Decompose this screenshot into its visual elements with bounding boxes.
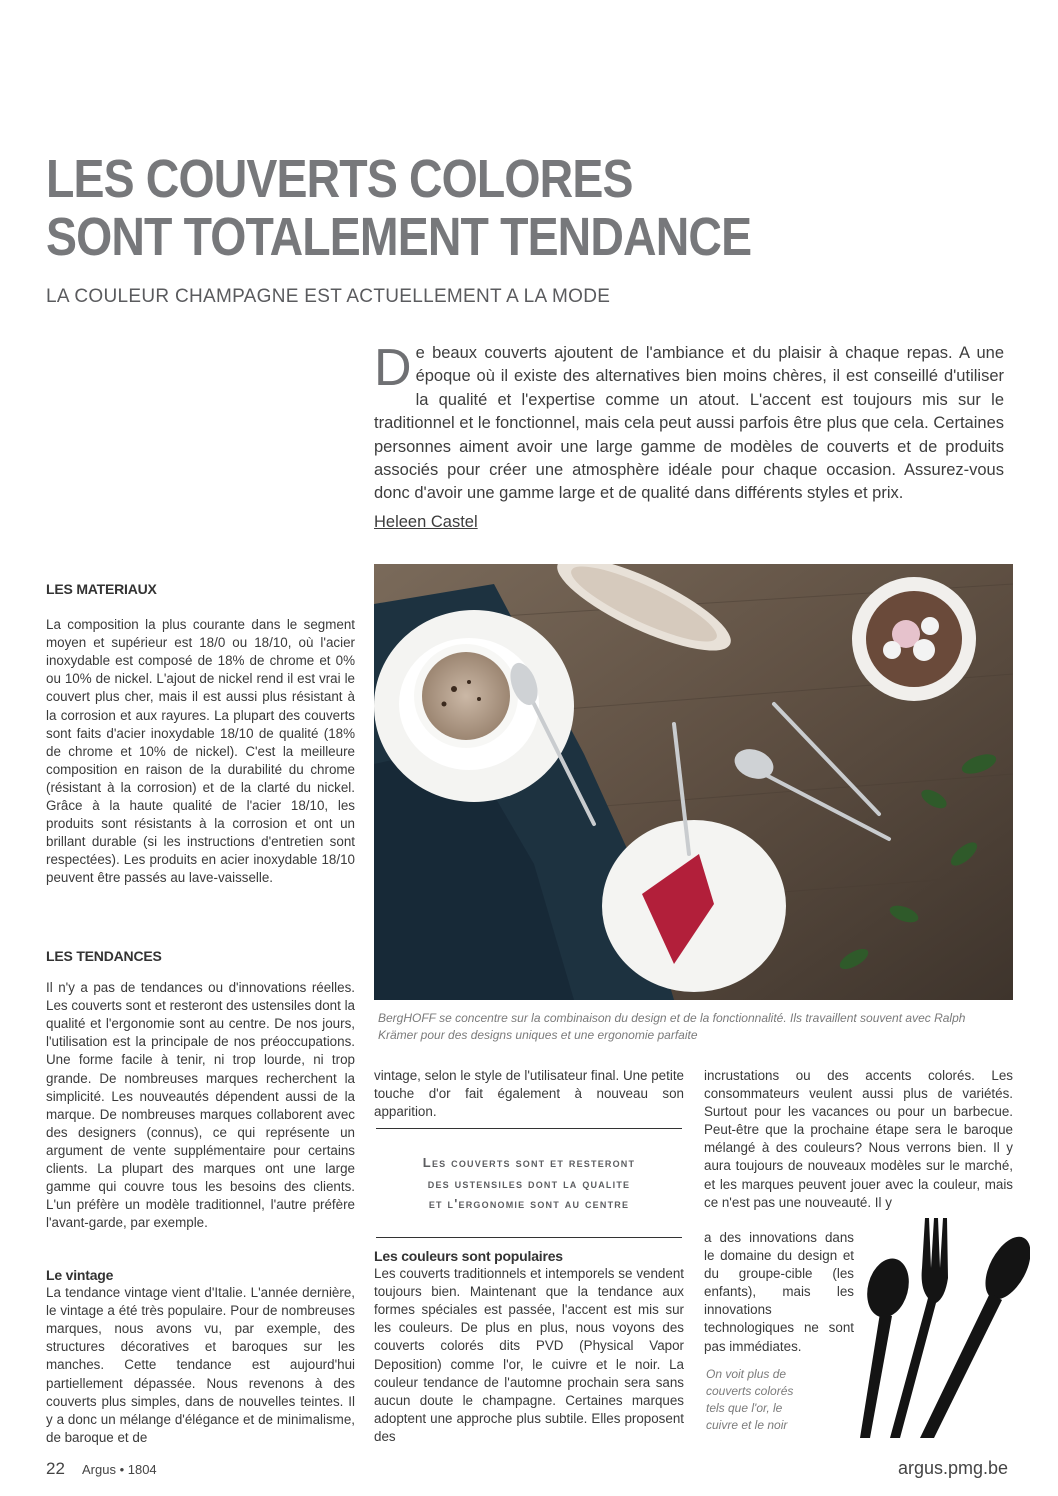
pull-quote bbox=[376, 1128, 682, 1238]
couleurs-continued-narrow: a des innovations dans le domaine du design et du groupe-cible (les enfants), mais les innovations technologiques ne sont pas immédiates. bbox=[704, 1230, 854, 1354]
cutlery-caption: On voit plus de couverts colorés tels que l'or, le cuivre et le noir bbox=[706, 1367, 794, 1432]
photo-caption: BergHOFF se concentre sur la combinaison du design et de la fonctionnalité. Ils travaillent souvent avec Ralph Krämer pour des designs uniques et une ergonomie parfaite bbox=[378, 1011, 966, 1042]
couleurs-continued: incrustations ou des accents colorés. Les consommateurs veulent aussi plus de variétés. Surtout pour les vacances ou pour un barbecue. Peut-être que la prochaine étape sera le baroque mélangé à des couleurs? Nous verrons bien. Il y aura toujours de nouveaux modèles sur le marché, et les marques peuvent jouer avec la couleur, mais ce n'est pas une nouveauté. Il y bbox=[704, 1068, 1013, 1210]
tendances-heading: LES TENDANCES bbox=[46, 948, 162, 964]
table-setting-photo bbox=[374, 564, 1013, 1000]
tendances-text: Il n'y a pas de tendances ou d'innovations réelles. Les couverts sont et resteront des ustensiles dont la qualité et l'ergonomie sont au centre. De nos jours, l'utilisation est la principale de nos préoccupations. Une forme facile à tenir, ni trop lourde, ni trop grande. De nombreuses marques recherchent la simplicité. Les nouveautés dépendent aussi de la marque. De nombreuses marques collaborent avec des designers (connus), ce qui représente un argument de vente supplémentaire pour certains clients. La plupart des marques ont une large gamme qui couvre tous les besoins des clients. L'un préfère un modèle traditionnel, l'autre préfère l'avant-garde, par exemple. bbox=[46, 980, 355, 1231]
black-cutlery-image bbox=[830, 1208, 1030, 1440]
black-cutlery-illustration bbox=[830, 1208, 1030, 1440]
materiaux-heading: LES MATERIAUX bbox=[46, 581, 157, 597]
drop-cap: D bbox=[374, 339, 412, 397]
couleurs-text: Les couverts traditionnels et intemporels se vendent toujours bien. Maintenant que la tendance aux formes spéciales est passée, l'accent est mis sur les couleurs. De plus en plus, nous voyons des couverts colorés dits PVD (Physical Vapor Deposition) comme l'or, le cuivre et le noir. La couleur tendance de l'automne prochain sera sans aucun doute le champagne. Certaines marques adoptent une approche plus subtile. Elles proposent des bbox=[374, 1266, 684, 1444]
pull-quote-line-3: et l'ergonomie sont au centre bbox=[428, 1196, 630, 1211]
intro-paragraph bbox=[374, 339, 1004, 506]
materiaux-text: La composition la plus courante dans le segment moyen et supérieur est 18/0 ou 18/10, où l'acier inoxydable est composé de 18% de chrome et 0% ou 10% de nickel. L'ajout de nickel rend il est vrai le couvert plus cher, mais il est aussi plus résistant à la corrosion et aux rayures. La plupart des couverts sont faits d'acier inoxydable 18/10 de qualité (18% de chrome et 10% de nickel). C'est la meilleure composition en raison de la durabilité du chrome (résistant à la corrosion) et de la clarté du nickel. Grâce à la haute qualité de l'acier 18/10, les produits sont résistants à la corrosion et ont un brillant durable (si les instructions d'entretien sont respectées). Les produits en acier inoxydable 18/10 peuvent être passés au lave-vaisselle. bbox=[46, 617, 355, 886]
vintage-text: La tendance vintage vient d'Italie. L'année dernière, le vintage a été très populaire. Pour de nombreuses marques, nous avons vu, par exemple, des structures décoratives et baroques sur les manches. Cette tendance est aujourd'hui partiellement dépassée. Nous revenons à des couverts plus simples, dans de nouvelles teintes. Il y a donc un mélange d'élégance et de minimalisme, de baroque et de bbox=[46, 1285, 355, 1445]
couleurs-heading: Les couleurs sont populaires bbox=[374, 1248, 563, 1264]
author-name: Heleen Castel bbox=[374, 513, 478, 531]
vintage-heading: Le vintage bbox=[46, 1267, 114, 1283]
pull-quote-line-1: Les couverts sont et resteront bbox=[422, 1155, 636, 1170]
section-materiaux bbox=[46, 580, 355, 888]
publication-name: Argus • 1804 bbox=[82, 1462, 157, 1477]
pull-quote-text bbox=[376, 1153, 682, 1215]
photo-illustration bbox=[374, 564, 1013, 1000]
page-number: 22 bbox=[46, 1459, 65, 1478]
website-link[interactable]: argus.pmg.be bbox=[898, 1458, 1009, 1478]
section-tendances bbox=[46, 947, 355, 1232]
article-title bbox=[46, 150, 820, 266]
title-line-2: SONT TOTALEMENT TENDANCE bbox=[46, 207, 752, 267]
article-subtitle: LA COULEUR CHAMPAGNE EST ACTUELLEMENT A LA MODE bbox=[46, 286, 611, 307]
pull-quote-line-2: des ustensiles dont la qualite bbox=[427, 1175, 631, 1191]
intro-text: e beaux couverts ajoutent de l'ambiance et du plaisir à chaque repas. A une époque où il existe des alternatives bien moins chères, il est conseillé d'utiliser la qualité et l'expertise comme un atout. L'accent est toujours mis sur le traditionnel et le fonctionnel, mais cela peut aussi parfois être plus que cela. Certaines personnes aiment avoir une large gamme de modèles de couverts et de produits associés pour créer une atmosphère idéale pour chaque occasion. Assurez-vous donc d'avoir une gamme large et de qualité dans différents styles et prix. bbox=[374, 344, 1004, 503]
vintage-continued: vintage, selon le style de l'utilisateur final. Une petite touche d'or fait également à nouveau son apparition. bbox=[374, 1068, 684, 1120]
section-vintage bbox=[46, 1266, 355, 1447]
title-line-1: LES COUVERTS COLORES bbox=[46, 149, 633, 209]
section-couleurs bbox=[374, 1247, 684, 1446]
